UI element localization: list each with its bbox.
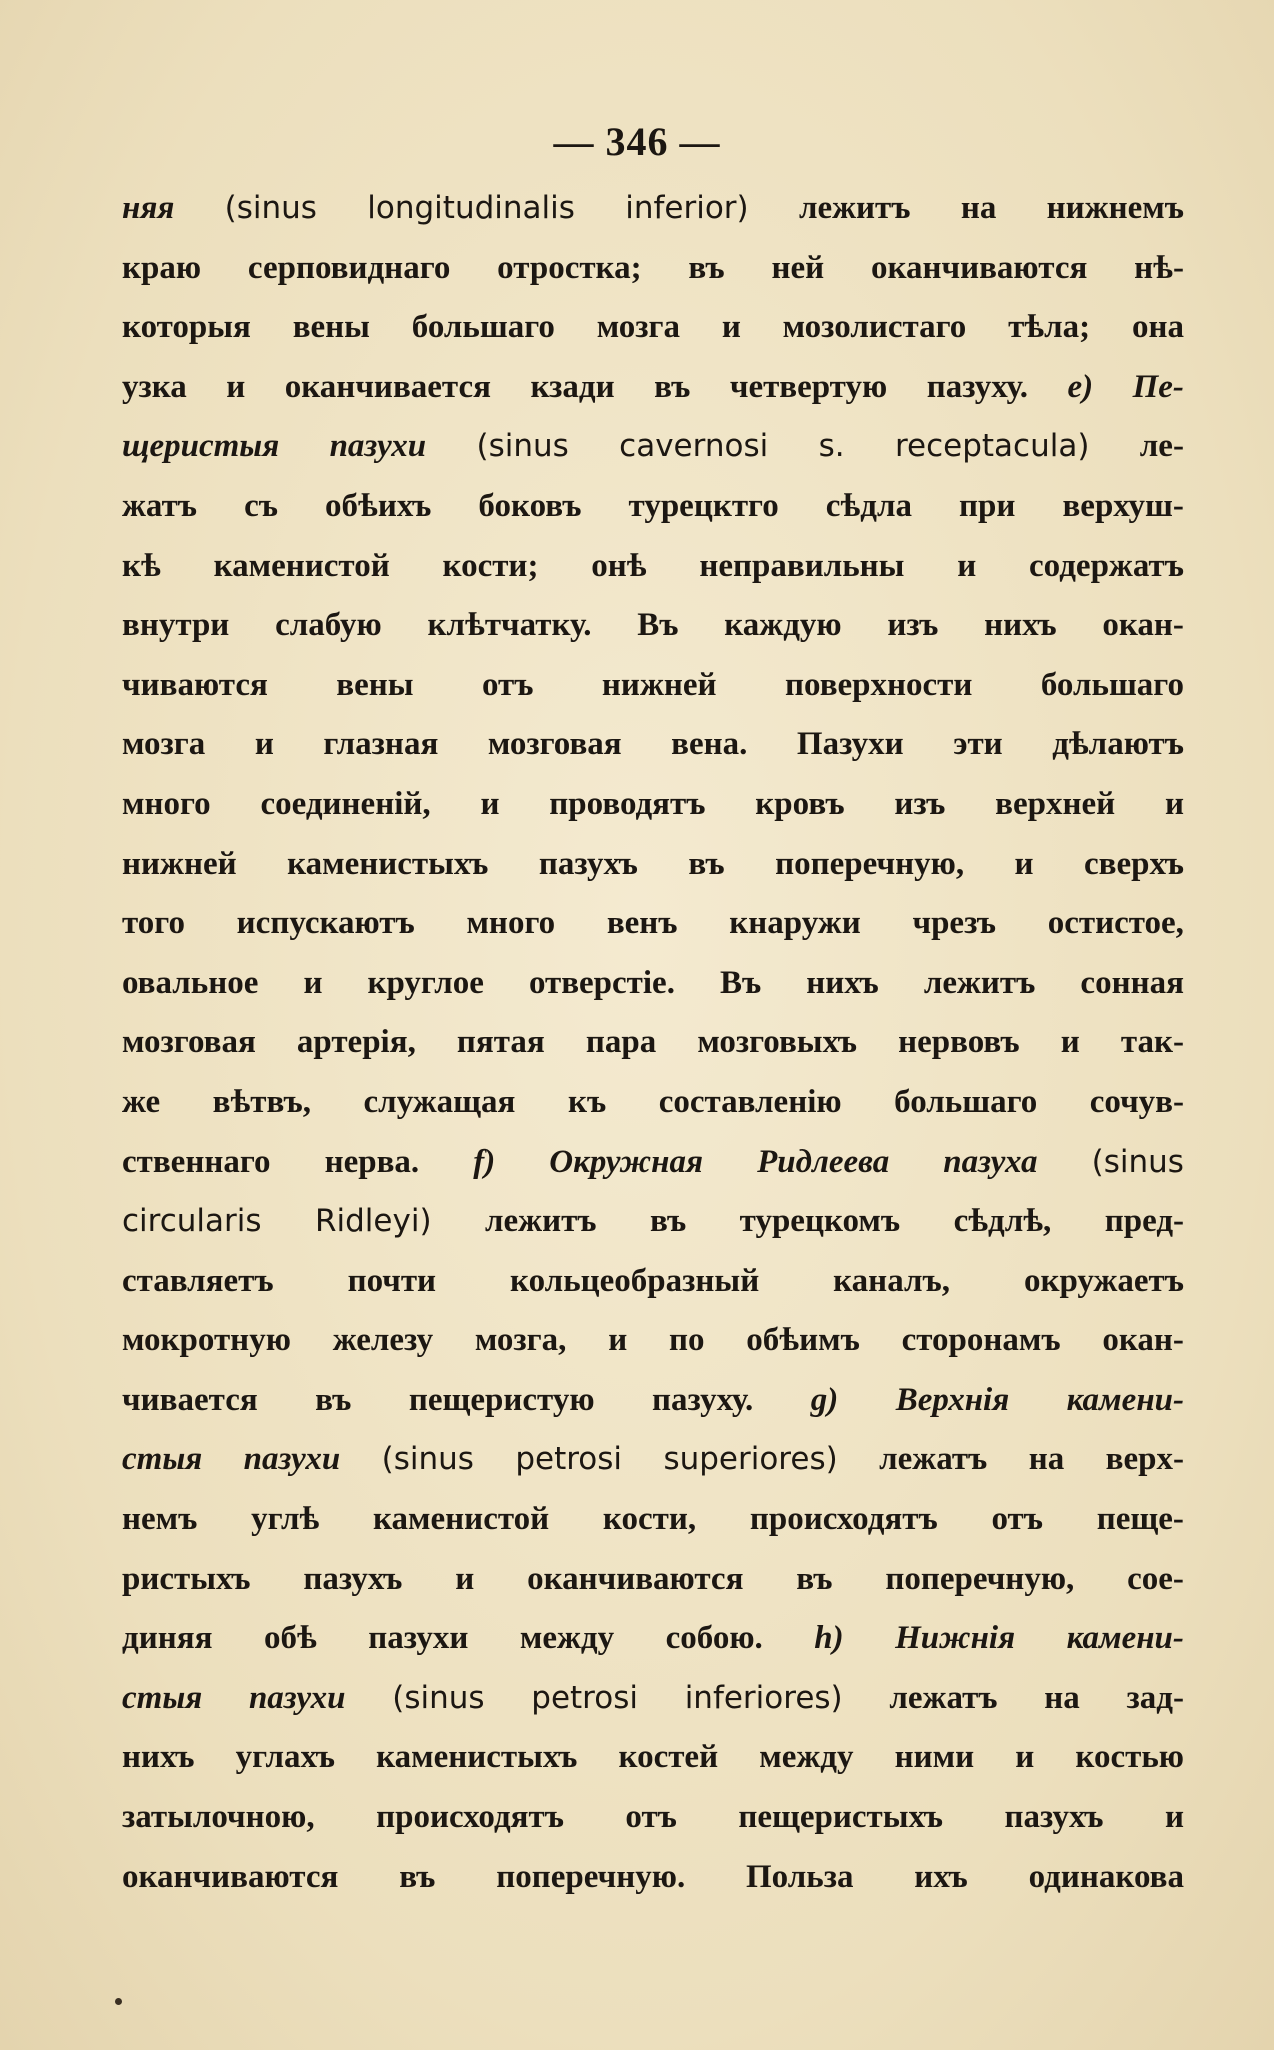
word: на (960, 190, 997, 226)
word: мозга (596, 309, 680, 346)
word: испускаютъ (236, 905, 415, 942)
word: верхуш- (1062, 487, 1184, 524)
word: служащая (363, 1083, 516, 1120)
word: поперечную, (775, 845, 965, 882)
word: углахъ (235, 1739, 335, 1776)
word: мозга (122, 726, 206, 763)
word: тѣла; (1008, 309, 1091, 346)
word: мозговыхъ (697, 1024, 858, 1061)
text-line (122, 965, 1184, 1025)
word: происходятъ (749, 1501, 938, 1538)
word: cavernosi (619, 428, 769, 465)
text-line (122, 1620, 1184, 1680)
word: узка (122, 368, 187, 405)
text-line (122, 369, 1184, 429)
word: нерва. (324, 1143, 420, 1180)
word: нервовъ (898, 1024, 1020, 1061)
word: лежатъ (889, 1679, 998, 1716)
word: много (122, 785, 211, 822)
text-line (122, 1263, 1184, 1323)
word: отъ (625, 1799, 677, 1836)
word: кости, (602, 1501, 697, 1538)
word: и (1014, 845, 1034, 882)
word: большаго (411, 309, 555, 346)
word: въ (796, 1560, 833, 1597)
word: пазуху. (926, 368, 1028, 405)
word: (sinus (392, 1679, 485, 1716)
text-line (122, 190, 1184, 250)
word: оканчивается (284, 368, 492, 405)
word: petrosi (531, 1679, 638, 1716)
word: лежитъ (484, 1203, 597, 1240)
word: серповиднаго (247, 249, 451, 286)
word: Нижнія (895, 1620, 1016, 1657)
word: внутри (122, 607, 230, 644)
word: petrosi (515, 1441, 623, 1478)
word: каждую (724, 607, 842, 644)
text-line (122, 488, 1184, 548)
word: пазухи (329, 428, 427, 465)
word: нихъ (806, 964, 879, 1001)
word: каналъ, (833, 1262, 950, 1299)
word: зад- (1126, 1679, 1184, 1716)
text-line (122, 607, 1184, 667)
word: составленію (658, 1083, 842, 1120)
word: въ (688, 845, 725, 882)
word: съ (244, 487, 278, 524)
word: пазухъ (1004, 1799, 1104, 1836)
word: щеристыя (122, 428, 280, 465)
word: кѣ (122, 547, 161, 584)
word: пазухи (368, 1620, 469, 1657)
word: ихъ (914, 1858, 968, 1895)
text-line (122, 1441, 1184, 1501)
text-line (122, 1859, 1184, 1919)
word: кровъ (755, 785, 845, 822)
word: оканчиваются (122, 1858, 339, 1895)
word: при (959, 487, 1016, 524)
word: онѣ (591, 547, 647, 584)
word: пещеристыхъ (738, 1799, 943, 1836)
word: и (303, 964, 323, 1001)
word: обѣ (263, 1620, 317, 1657)
text-line (122, 846, 1184, 906)
word: пятая (456, 1024, 545, 1061)
word: турецкомъ (739, 1203, 901, 1240)
text-line (122, 428, 1184, 488)
word: чиваются (122, 666, 268, 703)
word: камени- (1066, 1620, 1184, 1657)
word: circularis (122, 1203, 262, 1240)
word: вены (336, 666, 414, 703)
text-line (122, 1382, 1184, 1442)
word: большаго (1040, 666, 1184, 703)
word: Пазухи (796, 726, 904, 763)
word: вены (292, 309, 370, 346)
word: каменистой (213, 547, 390, 584)
word: и (721, 309, 741, 346)
word: овальное (122, 964, 259, 1001)
word: inferiores) (684, 1679, 843, 1716)
word: и (1060, 1024, 1080, 1061)
word: пещеристую (408, 1381, 595, 1418)
text-line (122, 309, 1184, 369)
word: пазухи (248, 1679, 346, 1716)
word: лежитъ (798, 190, 911, 226)
word: каменистыхъ (376, 1739, 578, 1776)
text-line (122, 1739, 1184, 1799)
word: каменистой (373, 1501, 550, 1538)
word: затылочною, (122, 1799, 315, 1836)
word: стыя (122, 1679, 203, 1716)
word: нихъ (122, 1739, 195, 1776)
text-line (122, 1680, 1184, 1740)
word: пара (585, 1024, 657, 1061)
word: оканчиваются (527, 1560, 744, 1597)
word: отъ (991, 1501, 1043, 1538)
word: пред- (1104, 1203, 1184, 1240)
word: Пе- (1132, 368, 1184, 405)
text-line (122, 1024, 1184, 1084)
word: много (466, 905, 556, 942)
word: мозговая (122, 1024, 256, 1061)
body-text (122, 190, 1184, 1918)
word: superiores) (663, 1441, 838, 1478)
word: и (957, 547, 977, 584)
text-line (122, 1561, 1184, 1621)
word: венъ (606, 905, 678, 942)
word: и (1164, 785, 1184, 822)
word: так- (1120, 1024, 1184, 1061)
word: нижнемъ (1046, 190, 1184, 226)
text-line (122, 905, 1184, 965)
word: того (122, 905, 185, 942)
word: Верхнія (895, 1381, 1010, 1418)
word: inferior) (625, 190, 749, 226)
word: и (480, 785, 500, 822)
word: въ (654, 368, 691, 405)
text-line (122, 250, 1184, 310)
word: и (608, 1322, 628, 1359)
word: кольцеобразный (510, 1262, 760, 1299)
word: нихъ (984, 607, 1057, 644)
word: въ (688, 249, 725, 286)
word: s. (818, 428, 845, 465)
word: одинакова (1028, 1858, 1184, 1895)
word: же (122, 1083, 161, 1120)
word: нижней (122, 845, 237, 882)
word: мокротную (122, 1322, 291, 1359)
word: нѣ- (1134, 249, 1184, 286)
word: каменистыхъ (287, 845, 489, 882)
word: пазухъ (538, 845, 638, 882)
text-line (122, 1144, 1184, 1204)
word: проводятъ (549, 785, 706, 822)
word: e) (1067, 368, 1094, 405)
word: f) (473, 1143, 496, 1180)
word: Въ (637, 607, 679, 644)
word: на (1028, 1441, 1065, 1478)
word: ней (771, 249, 825, 286)
word: лежатъ (879, 1441, 988, 1478)
word: между (519, 1620, 615, 1657)
text-line (122, 1084, 1184, 1144)
text-line (122, 1501, 1184, 1561)
word: ними (894, 1739, 975, 1776)
word: окан- (1102, 1322, 1184, 1359)
word: кзади (530, 368, 615, 405)
word: въ (649, 1203, 687, 1240)
word: h) (814, 1620, 844, 1657)
text-line (122, 1203, 1184, 1263)
page-number: — 346 — (553, 119, 721, 164)
word: изъ (894, 785, 946, 822)
word: мозолистаго (782, 309, 967, 346)
word: longitudinalis (367, 190, 575, 226)
word: верхней (995, 785, 1116, 822)
word: (sinus (224, 190, 317, 226)
word: (sinus (1091, 1143, 1184, 1180)
word: Польза (746, 1858, 854, 1895)
word: костью (1075, 1739, 1184, 1776)
word: камени- (1066, 1381, 1184, 1418)
word: къ (567, 1083, 607, 1120)
word: турецктго (628, 487, 779, 524)
word: четвертую (729, 368, 888, 405)
word: круглое (367, 964, 484, 1001)
word: поперечную, (885, 1560, 1075, 1597)
word: большаго (894, 1083, 1038, 1120)
word: сочув- (1089, 1083, 1184, 1120)
word: Ridleyi) (314, 1203, 432, 1240)
word: и (1015, 1739, 1035, 1776)
word: ристыхъ (122, 1560, 251, 1597)
word: мозга, (474, 1322, 567, 1359)
text-line (122, 548, 1184, 608)
word: костей (618, 1739, 719, 1776)
word: содержатъ (1029, 547, 1184, 584)
word: кости; (442, 547, 539, 584)
text-line (122, 1322, 1184, 1382)
word: глазная (323, 726, 439, 763)
word: дѣлаютъ (1052, 726, 1184, 763)
word: пазухи (243, 1441, 341, 1478)
word: изъ (887, 607, 939, 644)
word: артерія, (296, 1024, 416, 1061)
word: receptacula) (894, 428, 1090, 465)
word: (sinus (476, 428, 569, 465)
word: происходятъ (376, 1799, 564, 1836)
word: соединеній, (260, 785, 431, 822)
word: оканчиваются (870, 249, 1088, 286)
word: g) (810, 1381, 839, 1418)
word: клѣтчатку. (427, 607, 592, 644)
word: Въ (720, 964, 762, 1001)
word: обѣимъ (746, 1322, 860, 1359)
word: неправильны (699, 547, 905, 584)
word: Ридлеева (757, 1143, 890, 1180)
word: сѣдла (825, 487, 912, 524)
word: сверхъ (1084, 845, 1184, 882)
word: сторонамъ (901, 1322, 1061, 1359)
word: по (668, 1322, 705, 1359)
word: поперечную. (496, 1858, 686, 1895)
word: пазуху. (652, 1381, 754, 1418)
text-line (122, 667, 1184, 727)
paper-speck (115, 1998, 122, 2005)
word: вена. (671, 726, 748, 763)
word: обѣихъ (325, 487, 432, 524)
word: лежитъ (923, 964, 1036, 1001)
word: на (1044, 1679, 1080, 1716)
word: ставляетъ (122, 1262, 274, 1299)
word: и (254, 726, 274, 763)
word: поверхности (785, 666, 973, 703)
word: въ (315, 1381, 352, 1418)
word: и (1164, 1799, 1184, 1836)
word: пазуха (943, 1143, 1038, 1180)
word: диняя (122, 1620, 213, 1657)
word: нижней (601, 666, 717, 703)
word: (sinus (381, 1441, 474, 1478)
word: мозговая (487, 726, 622, 763)
word: углѣ (251, 1501, 320, 1538)
word: почти (347, 1262, 437, 1299)
word: окружаетъ (1023, 1262, 1184, 1299)
word: отверстіе. (528, 964, 675, 1001)
word: сое- (1127, 1560, 1184, 1597)
word: няя (122, 190, 175, 226)
text-line (122, 1799, 1184, 1859)
word: немъ (122, 1501, 198, 1538)
word: пазухъ (303, 1560, 403, 1597)
word: сѣдлѣ, (953, 1203, 1052, 1240)
word: жатъ (122, 487, 198, 524)
word: ственнаго (122, 1143, 271, 1180)
word: кнаружи (729, 905, 861, 942)
word: она (1131, 309, 1184, 346)
word: собою. (665, 1620, 763, 1657)
word: и (455, 1560, 475, 1597)
word: отростка; (497, 249, 642, 286)
word: между (759, 1739, 854, 1776)
word: отъ (481, 666, 534, 703)
word: окан- (1102, 607, 1184, 644)
word: слабую (275, 607, 382, 644)
word: въ (399, 1858, 436, 1895)
word: железу (332, 1322, 434, 1359)
word: и (226, 368, 246, 405)
word: стыя (122, 1441, 203, 1478)
word: чивается (122, 1381, 258, 1418)
word: ле- (1139, 428, 1184, 465)
text-line (122, 786, 1184, 846)
text-line (122, 726, 1184, 786)
word: которыя (122, 309, 251, 346)
word: Окружная (549, 1143, 703, 1180)
word: верх- (1105, 1441, 1184, 1478)
word: пеще- (1096, 1501, 1184, 1538)
word: чрезъ (912, 905, 997, 942)
word: боковъ (478, 487, 582, 524)
word: остистое, (1047, 905, 1184, 942)
word: вѣтвъ, (212, 1083, 311, 1120)
word: сонная (1080, 964, 1184, 1001)
word: краю (122, 249, 202, 286)
word: эти (953, 726, 1003, 763)
